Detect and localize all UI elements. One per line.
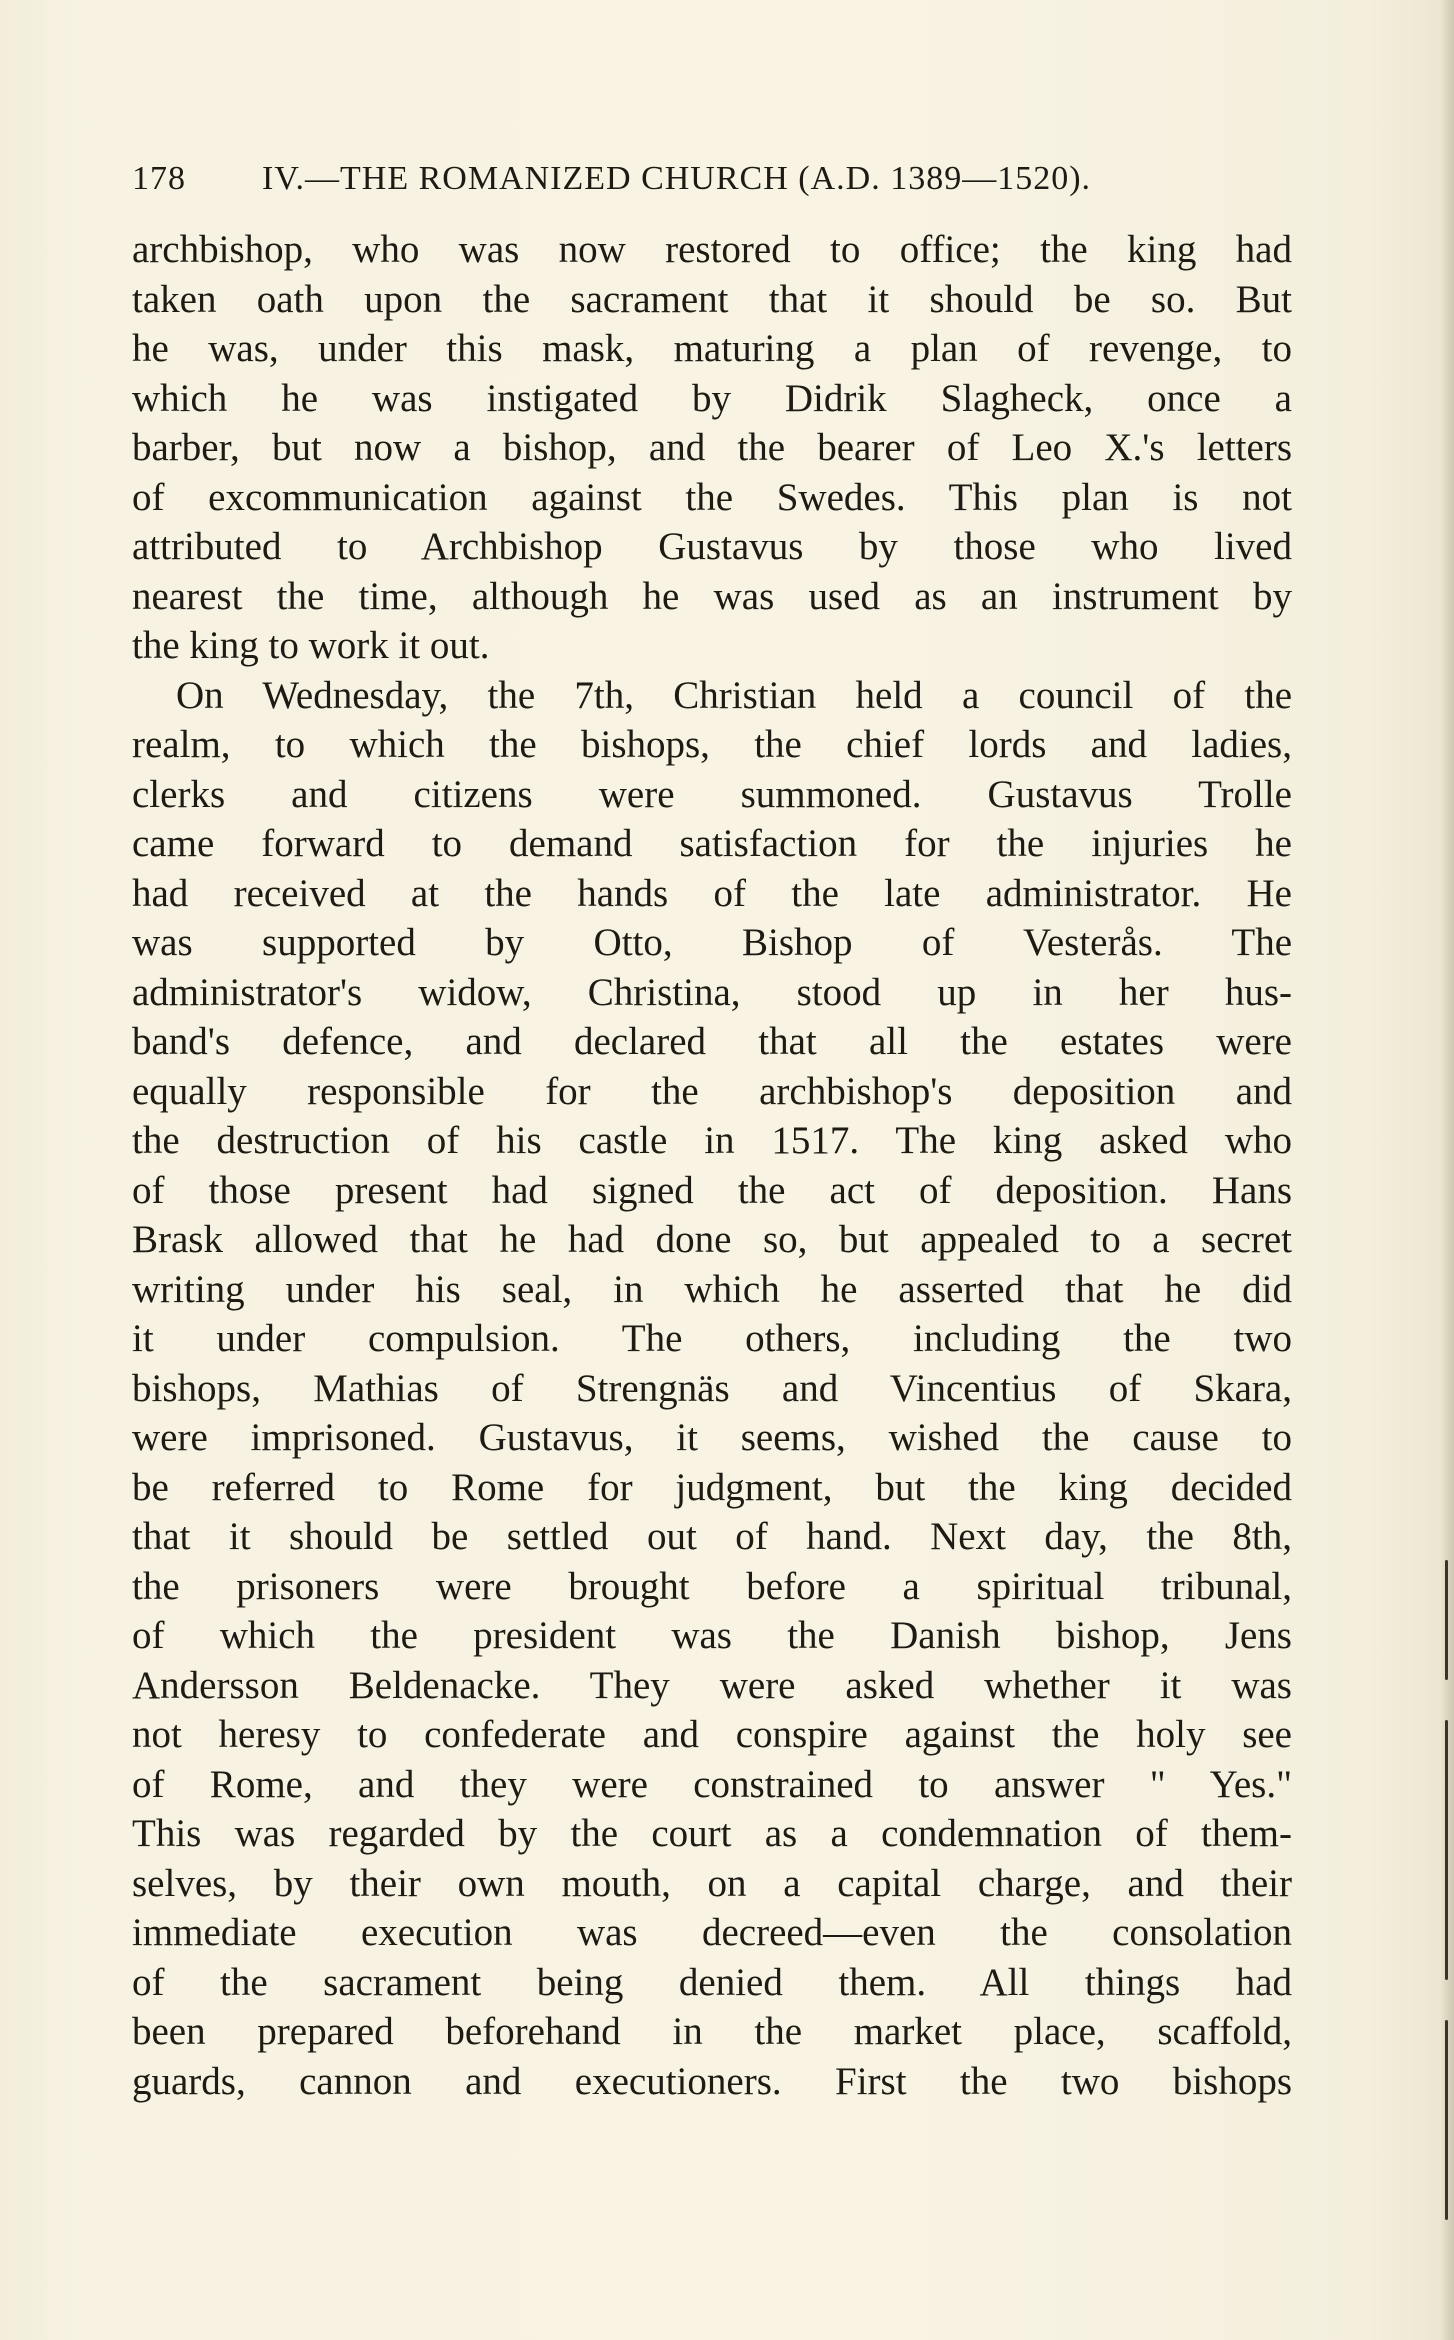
text-line: that it should be settled out of hand. Next day, the 8th, xyxy=(132,1515,1292,1558)
text-line: it under compulsion. The others, including the two xyxy=(132,1317,1292,1360)
body-text xyxy=(132,225,1292,2106)
text-line: attributed to Archbishop Gustavus by those who lived xyxy=(132,525,1292,568)
text-line: were imprisoned. Gustavus, it seems, wished the cause to xyxy=(132,1416,1292,1459)
text-line: band's defence, and declared that all the estates were xyxy=(132,1020,1292,1063)
text-line: be referred to Rome for judgment, but the king decided xyxy=(132,1465,1292,1509)
text-line: Andersson Beldenacke. They were asked whether it was xyxy=(132,1663,1292,1707)
page-edge-mark xyxy=(1445,1720,1448,1980)
text-line: guards, cannon and executioners. First the two bishops xyxy=(132,2059,1292,2103)
text-line: he was, under this mask, maturing a plan of revenge, to xyxy=(132,327,1292,370)
text-line: came forward to demand satisfaction for the injuries he xyxy=(132,822,1292,865)
text-line: the prisoners were brought before a spiritual tribunal, xyxy=(132,1564,1292,1608)
text-line: the destruction of his castle in 1517. The king asked who xyxy=(132,1119,1292,1162)
text-line: nearest the time, although he was used as an instrument by xyxy=(132,574,1292,618)
page-header xyxy=(132,160,1292,202)
text-line: taken oath upon the sacrament that it should be so. But xyxy=(132,277,1292,321)
text-line: bishops, Mathias of Strengnäs and Vincentius of Skara, xyxy=(132,1366,1292,1410)
text-line: realm, to which the bishops, the chief lords and ladies, xyxy=(132,723,1292,766)
text-line: of excommunication against the Swedes. This plan is not xyxy=(132,475,1292,519)
running-head: IV.—THE ROMANIZED CHURCH (A.D. 1389—1520). xyxy=(262,160,1092,197)
text-line: clerks and citizens were summoned. Gustavus Trolle xyxy=(132,772,1292,816)
text-line: writing under his seal, in which he asserted that he did xyxy=(132,1267,1292,1311)
text-line: barber, but now a bishop, and the bearer of Leo X.'s letters xyxy=(132,426,1292,469)
page-edge-mark xyxy=(1445,1560,1448,1680)
text-line: of those present had signed the act of deposition. Hans xyxy=(132,1168,1292,1212)
text-line: had received at the hands of the late administrator. He xyxy=(132,871,1292,915)
text-line: of the sacrament being denied them. All things had xyxy=(132,1960,1292,2004)
page-edge-mark xyxy=(1445,2020,1448,2220)
text-line: immediate execution was decreed—even the consolation xyxy=(132,1911,1292,1954)
text-line: equally responsible for the archbishop's deposition and xyxy=(132,1069,1292,1113)
text-line: selves, by their own mouth, on a capital charge, and their xyxy=(132,1861,1292,1905)
text-line: Brask allowed that he had done so, but appealed to a secret xyxy=(132,1218,1292,1261)
text-line: of Rome, and they were constrained to answer " Yes." xyxy=(132,1762,1292,1806)
text-line: was supported by Otto, Bishop of Vesterås. The xyxy=(132,921,1292,964)
text-line: not heresy to confederate and conspire against the holy see xyxy=(132,1713,1292,1756)
page-number: 178 xyxy=(132,160,186,197)
text-line: On Wednesday, the 7th, Christian held a council of the xyxy=(176,673,1292,717)
text-line: of which the president was the Danish bishop, Jens xyxy=(132,1614,1292,1657)
text-line: This was regarded by the court as a condemnation of them- xyxy=(132,1812,1292,1855)
text-line: administrator's widow, Christina, stood up in her hus- xyxy=(132,970,1292,1014)
text-line: been prepared beforehand in the market place, scaffold, xyxy=(132,2010,1292,2053)
text-line: which he was instigated by Didrik Slagheck, once a xyxy=(132,376,1292,420)
text-line: the king to work it out. xyxy=(132,624,490,667)
page-edge-shadow xyxy=(1440,0,1454,2340)
text-line: archbishop, who was now restored to office; the king had xyxy=(132,228,1292,271)
